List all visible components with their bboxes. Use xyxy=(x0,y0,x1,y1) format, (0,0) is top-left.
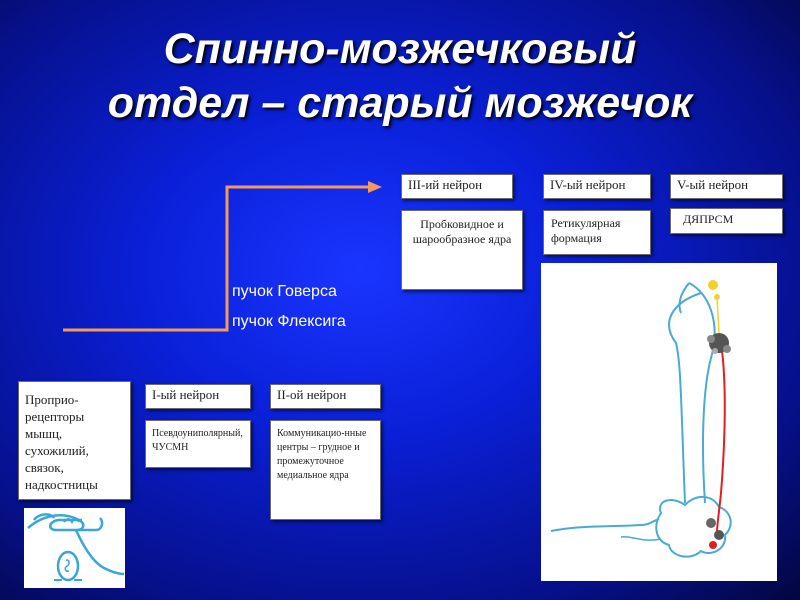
neuron-4-header: IV-ый нейрон xyxy=(543,174,651,199)
brain-spinal-schematic-icon xyxy=(541,263,777,581)
receptor-sketch-image xyxy=(24,508,125,588)
neuron-1-body: Псевдоуниполярный, ЧУСМН xyxy=(145,420,251,468)
neuron-5-body: ДЯПРСМ xyxy=(670,208,783,234)
neuron-2-body: Коммуникацио-нные центры – грудное и промежуточное медиальное ядра xyxy=(270,420,381,520)
receptors-text: Проприо-рецепторы мышц, сухожилий, связок, надкостницы xyxy=(25,392,98,492)
title-line-2: отдел – старый мозжечок xyxy=(107,79,693,127)
neuron-4-body: Ретикулярная формация xyxy=(543,210,651,255)
flechsig-tract-label: пучок Флексига xyxy=(232,313,346,330)
spinocerebellar-schematic xyxy=(541,263,777,581)
neuron-1-header: I-ый нейрон xyxy=(145,384,251,409)
neuron-5-header: V-ый нейрон xyxy=(670,174,783,199)
receptors-box xyxy=(18,381,131,500)
neuron-3-body: Пробковидное и шарообразное ядра xyxy=(401,210,523,290)
title-line-1: Спинно-мозжечковый xyxy=(163,25,637,73)
neuron-3-header: III-ий нейрон xyxy=(401,174,513,199)
receptor-sketch-icon xyxy=(24,508,125,588)
gowers-tract-label: пучок Говерса xyxy=(232,283,337,300)
neuron-2-header: II-ой нейрон xyxy=(270,384,381,409)
